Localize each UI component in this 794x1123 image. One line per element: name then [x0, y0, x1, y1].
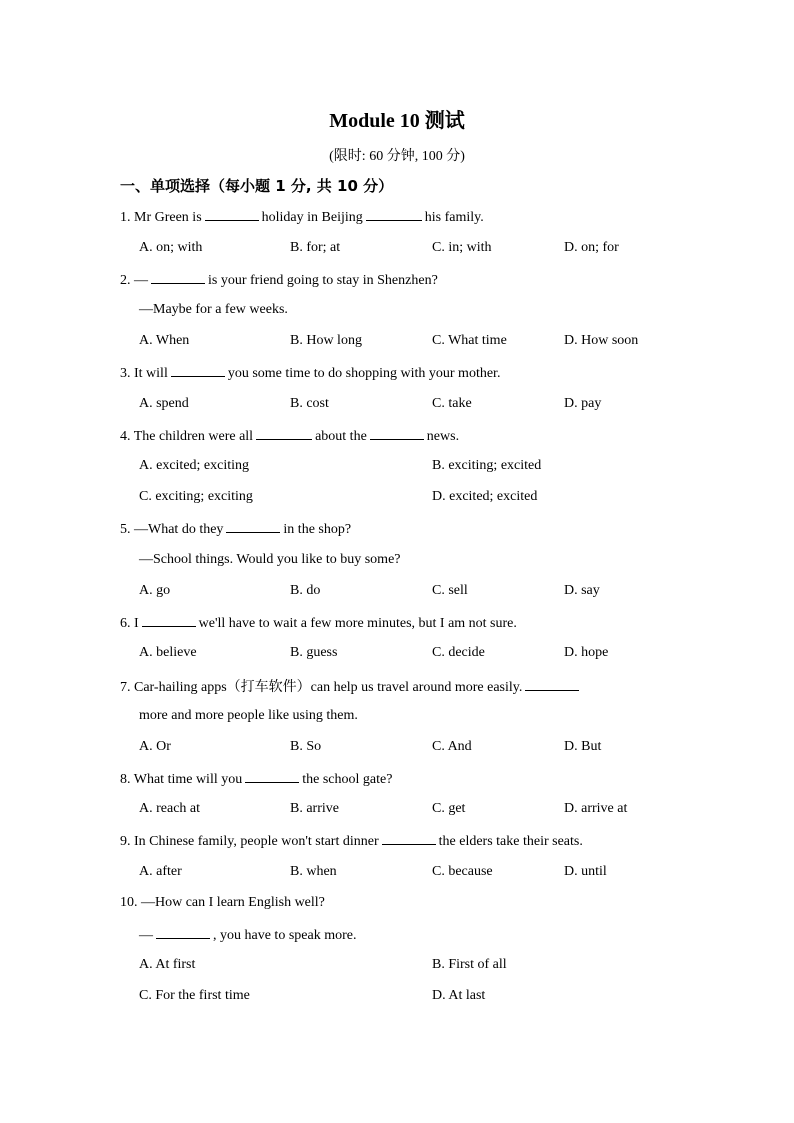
option-a: A. When [139, 333, 190, 348]
option-a: A. spend [139, 396, 189, 411]
answer-blank [366, 208, 422, 221]
option-d: D. arrive at [564, 801, 628, 816]
option-a: A. believe [139, 645, 197, 660]
option-d: D. How soon [564, 333, 639, 348]
answer-blank [205, 208, 259, 221]
option-a: A. after [139, 864, 182, 879]
option-d: D. until [564, 864, 607, 879]
option-d: D. say [564, 583, 600, 598]
question-10-reply: — , you have to speak more. [139, 928, 357, 943]
option-b: B. do [290, 583, 321, 598]
option-c: C. And [432, 739, 472, 754]
option-b: B. cost [290, 396, 329, 411]
option-c: C. decide [432, 645, 485, 660]
option-b: B. First of all [432, 957, 507, 972]
answer-blank [151, 271, 205, 284]
section-heading: 一、单项选择（每小题 1 分, 共 10 分） [120, 177, 394, 195]
answer-blank [370, 427, 424, 440]
question-3: 3. It will you some time to do shopping with your mother. [120, 366, 501, 381]
question-5: 5. —What do they in the shop? [120, 522, 352, 537]
option-b: B. guess [290, 645, 338, 660]
answer-blank [226, 520, 280, 533]
option-d: D. pay [564, 396, 602, 411]
option-d: D. hope [564, 645, 609, 660]
option-b: B. How long [290, 333, 362, 348]
option-d: D. But [564, 739, 602, 754]
option-c: C. because [432, 864, 493, 879]
option-b: B. for; at [290, 240, 341, 255]
option-a: A. At first [139, 957, 196, 972]
option-c: C. sell [432, 583, 468, 598]
answer-blank [256, 427, 312, 440]
question-10: 10. —How can I learn English well? [120, 895, 325, 910]
answer-blank [156, 926, 210, 939]
answer-blank [382, 832, 436, 845]
option-c: C. take [432, 396, 472, 411]
question-7-continued: more and more people like using them. [139, 708, 358, 723]
option-b: B. arrive [290, 801, 339, 816]
option-b: B. So [290, 739, 322, 754]
option-a: A. excited; exciting [139, 458, 250, 473]
question-5-reply: —School things. Would you like to buy some? [139, 552, 401, 567]
option-d: D. excited; excited [432, 489, 538, 504]
option-c: C. exciting; exciting [139, 489, 253, 504]
answer-blank [142, 614, 196, 627]
question-6: 6. I we'll have to wait a few more minutes, but I am not sure. [120, 616, 517, 631]
answer-blank [171, 364, 225, 377]
page-title: Module 10 测试 [329, 110, 465, 132]
option-d: D. At last [432, 988, 486, 1003]
answer-blank [245, 770, 299, 783]
option-c: C. in; with [432, 240, 492, 255]
option-a: A. Or [139, 739, 171, 754]
question-2-reply: —Maybe for a few weeks. [139, 302, 288, 317]
option-b: B. when [290, 864, 337, 879]
question-1: 1. Mr Green is holiday in Beijing his family. [120, 210, 484, 225]
option-b: B. exciting; excited [432, 458, 542, 473]
page-subtitle: (限时: 60 分钟, 100 分) [329, 149, 465, 164]
option-c: C. What time [432, 333, 507, 348]
option-d: D. on; for [564, 240, 619, 255]
option-c: C. get [432, 801, 466, 816]
option-c: C. For the first time [139, 988, 250, 1003]
question-7: 7. Car-hailing apps（打车软件）can help us travel around more easily. [120, 676, 582, 696]
question-9: 9. In Chinese family, people won't start dinner the elders take their seats. [120, 834, 583, 849]
option-a: A. reach at [139, 801, 201, 816]
question-4: 4. The children were all about the news. [120, 429, 460, 444]
question-8: 8. What time will you the school gate? [120, 772, 393, 787]
option-a: A. on; with [139, 240, 203, 255]
option-a: A. go [139, 583, 171, 598]
answer-blank [525, 678, 579, 691]
question-2: 2. — is your friend going to stay in Shenzhen? [120, 273, 438, 288]
